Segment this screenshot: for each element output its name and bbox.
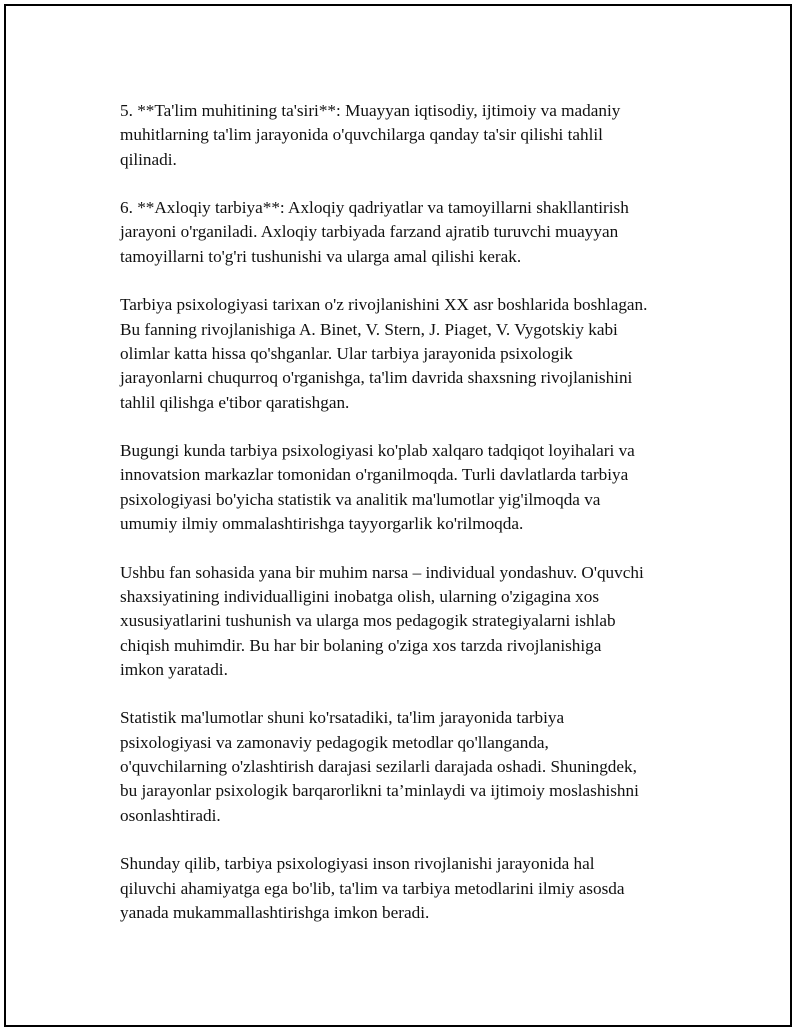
document-body xyxy=(120,99,700,949)
paragraph-xulosa: Shunday qilib, tarbiya psixologiyasi inson rivojlanishi jarayonida hal qiluvchi ahamiyatga ega bo'lib, ta'lim va tarbiya metodlarini ilmiy asosda yanada mukammallashtirishga imkon beradi. xyxy=(120,854,625,922)
paragraph-axloqiy-tarbiya: 6. **Axloqiy tarbiya**: Axloqiy qadriyatlar va tamoyillarni shakllantirish jarayoni o'rganiladi. Axloqiy tarbiyada farzand ajratib turuvchi muayyan tamoyillarni to'g'ri tushunishi va ularga amal qilishi kerak. xyxy=(120,198,629,266)
paragraph-statistik-malumotlar: Statistik ma'lumotlar shuni ko'rsatadiki, ta'lim jarayonida tarbiya psixologiyasi va zamonaviy pedagogik metodlar qo'llanganda, o'quvchilarning o'zlashtirish darajasi sezilarli darajada oshadi. Shuningdek, bu jarayonlar psixologik barqarorlikni ta’minlaydi va ijtimoiy moslashishni osonlashtiradi. xyxy=(120,708,639,825)
paragraph-individual-yondashuv: Ushbu fan sohasida yana bir muhim narsa – individual yondashuv. O'quvchi shaxsiyatining individualligini inobatga olish, ularning o'zigagina xos xususiyatlarini tushunish va ularga mos pedagogik strategiyalarni ishlab chiqish muhimdir. Bu har bir bolaning o'ziga xos tarzda rivojlanishiga imkon yaratadi. xyxy=(120,562,644,679)
paragraph-tarix: Tarbiya psixologiyasi tarixan o'z rivojlanishini XX asr boshlarida boshlagan. Bu fanning rivojlanishiga A. Binet, V. Stern, J. Piaget, V. Vygotskiy kabi olimlar katta hissa qo'shganlar. Ular tarbiya jarayonida psixologik jarayonlarni chuqurroq o'rganishga, ta'lim davrida shaxsning rivojlanishini tahlil qilishga e'tibor qaratishgan. xyxy=(120,295,648,412)
paragraph-talim-muhiti: 5. **Ta'lim muhitining ta'siri**: Muayyan iqtisodiy, ijtimoiy va madaniy muhitlarning ta'lim jarayonida o'quvchilarga qanday ta'sir qilishi tahlil qilinadi. xyxy=(120,101,621,169)
paragraph-bugungi-kunda: Bugungi kunda tarbiya psixologiyasi ko'plab xalqaro tadqiqot loyihalari va innovatsion markazlar tomonidan o'rganilmoqda. Turli davlatlarda tarbiya psixologiyasi bo'yicha statistik va analitik ma'lumotlar yig'ilmoqda va umumiy ilmiy ommalashtirishga tayyorgarlik ko'rilmoqda. xyxy=(120,441,635,534)
page-frame xyxy=(4,4,792,1027)
